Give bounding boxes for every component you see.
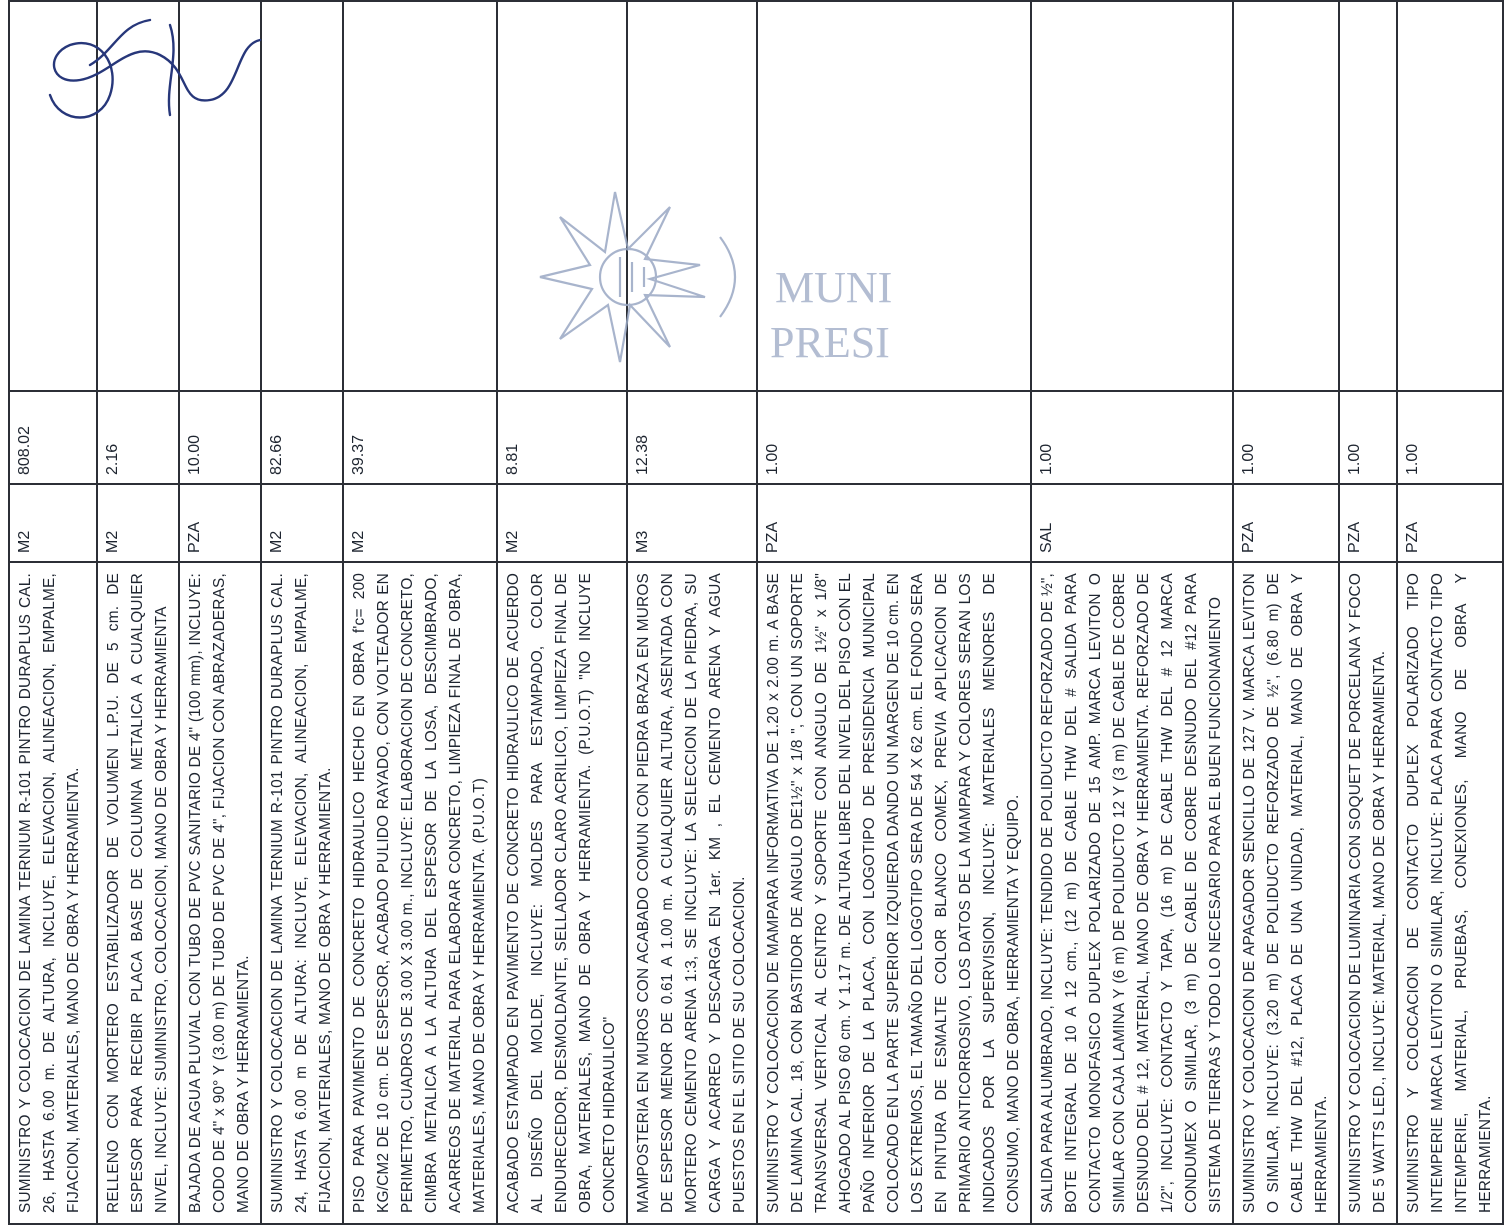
table-row <box>97 1 179 1224</box>
empty-cell <box>1339 1 1397 391</box>
empty-cell <box>9 1 97 391</box>
concept-description: SUMINISTRO Y COLOCACION DE CONTACTO DUPLEX POLARIZADO TIPO INTEMPERIE MARCA LEVITON O SIMILAR, INCLUYE: PLACA PARA CONTACTO TIPO INTEMPERIE, MATERIAL, PRUEBAS, CONEXIONES, MANO DE OBRA Y HERRAMIENTA. <box>1397 562 1503 1224</box>
table-row <box>497 1 627 1224</box>
empty-cell <box>1233 1 1339 391</box>
table-row <box>179 1 261 1224</box>
quantity-cell: 1.00 <box>1339 391 1397 484</box>
empty-cell <box>343 1 497 391</box>
quantity-cell: 10.00 <box>179 391 261 484</box>
concept-description: SUMINISTRO Y COLOCACION DE LAMINA TERNIUM R-101 PINTRO DURAPLUS CAL. 24, HASTA 6.00 m DE ALTURA: INCLUYE, ELEVACION, ALINEACION, EMPALME, FIJACION, MATERIALES, MANO DE OBRA Y HERRAMIENTA. <box>261 562 343 1224</box>
unit-cell: PZA <box>1397 484 1503 562</box>
quantity-cell: 1.00 <box>1397 391 1503 484</box>
unit-cell: PZA <box>1233 484 1339 562</box>
empty-cell <box>757 1 1031 391</box>
quantity-cell: 82.66 <box>261 391 343 484</box>
concept-description: SALIDA PARA ALUMBRADO, INCLUYE: TENDIDO DE POLIDUCTO REFORZADO DE ½", BOTE INTEGRAL DE 10 A 12 cm., (12 m) DE CABLE THW DEL # SALIDA PARA CONTACTO MONOFASICO DUPLEX POLARIZADO DE 15 AMP. MARCA LEVITON O SIMILAR CON CAJA LAMINA Y (6 m) DE POLIDUCTO 12 Y (3 m) DE CABLE DE COBRE DESNUDO DEL # 12, MATERIAL, MANO DE OBRA Y HERRAMIENTA. REFORZADO DE 1/2", INCLUYE: CONTACTO Y TAPA, (16 m) DE CABLE THW DEL # 12 MARCA CONDUMEX O SIMILAR, (3 m) DE CABLE DE COBRE DESNUDO DEL #12 PARA SISTEMA DE TIERRAS Y TODO LO NECESARIO PARA EL BUEN FUNCIONAMIENTO <box>1031 562 1233 1224</box>
unit-cell: PZA <box>179 484 261 562</box>
quantity-cell: 1.00 <box>1233 391 1339 484</box>
unit-cell: M2 <box>9 484 97 562</box>
table-row <box>343 1 497 1224</box>
concept-description: ACABADO ESTAMPADO EN PAVIMENTO DE CONCRETO HIDRAULICO DE ACUERDO AL DISEÑO DEL MOLDE, INCLUYE: MOLDES PARA ESTAMPADO, COLOR ENDURECEDOR, DESMOLDANTE, SELLADOR CLARO ACRILICO, LIMPIEZA FINAL DE OBRA, MATERIALES, MANO DE OBRA Y HERRAMIENTA. (P.U.O.T) "NO INCLUYE CONCRETO HIDRAULICO" <box>497 562 627 1224</box>
unit-cell: M2 <box>261 484 343 562</box>
quantity-cell: 1.00 <box>757 391 1031 484</box>
empty-cell <box>627 1 757 391</box>
table-row <box>9 1 97 1224</box>
table-row <box>1339 1 1397 1224</box>
unit-cell: M2 <box>97 484 179 562</box>
unit-cell: SAL <box>1031 484 1233 562</box>
concept-description: BAJADA DE AGUA PLUVIAL CON TUBO DE PVC SANITARIO DE 4" (100 mm), INCLUYE: CODO DE 4" x 90° Y (3.00 m) DE TUBO DE PVC DE 4", FIJACION CON ABRAZADERAS, MANO DE OBRA Y HERRAMIENTA. <box>179 562 261 1224</box>
empty-cell <box>497 1 627 391</box>
unit-cell: PZA <box>757 484 1031 562</box>
quantity-cell: 8.81 <box>497 391 627 484</box>
quantity-cell: 2.16 <box>97 391 179 484</box>
svg-text:MUNI: MUNI <box>775 263 893 312</box>
unit-cell: PZA <box>1339 484 1397 562</box>
unit-cell: M2 <box>497 484 627 562</box>
concept-description: PISO PARA PAVIMENTO DE CONCRETO HIDRAULICO HECHO EN OBRA f'c= 200 KG/CM2 DE 10 cm. DE ESPESOR, ACABADO PULIDO RAYADO, CON VOLTEADOR EN PERIMETRO, CUADROS DE 3.00 X 3.00 m., INCLUYE: ELABORACION DE CONCRETO, CIMBRA METALICA A LA ALTURA DEL ESPESOR DE LA LOSA, DESCIMBRADO, ACARREOS DE MATERIAL PARA ELABORAR CONCRETO, LIMPIEZA FINAL DE OBRA, MATERIALES, MANO DE OBRA Y HERRAMIENTA. (P.U.O.T) <box>343 562 497 1224</box>
empty-cell <box>1031 1 1233 391</box>
table-row <box>1397 1 1503 1224</box>
table-row <box>1233 1 1339 1224</box>
quantity-cell: 12.38 <box>627 391 757 484</box>
quantity-cell: 39.37 <box>343 391 497 484</box>
empty-cell <box>179 1 261 391</box>
concept-description: SUMINISTRO Y COLOCACION DE MAMPARA INFORMATIVA DE 1.20 x 2.00 m. A BASE DE LAMINA CAL. 18, CON BASTIDOR DE ANGULO DE1½" x 1/8 ", CON UN SOPORTE TRANSVERSAL VERTICAL AL CENTRO Y SOPORTE CON ANGULO DE 1½" x 1/8" AHOGADO AL PISO 60 cm. Y 1.17 m. DE ALTURA LIBRE DEL NIVEL DEL PISO CON EL PAÑO INFERIOR DE LA PLACA, CON LOGOTIPO DE PRESIDENCIA MUNICIPAL COLOCADO EN LA PARTE SUPERIOR IZQUIERDA DANDO UN MARGEN DE 10 cm. EN LOS EXTREMOS, EL TAMAÑO DEL LOGOTIPO SERA DE 54 X 62 cm. EL FONDO SERA EN PINTURA DE ESMALTE COLOR BLANCO COMEX, PREVIA APLICACION DE PRIMARIO ANTICORROSIVO, LOS DATOS DE LA MAMPARA Y COLORES SERAN LOS INDICADOS POR LA SUPERVISION, INCLUYE: MATERIALES MENORES DE CONSUMO, MANO DE OBRA, HERRAMIENTA Y EQUIPO. <box>757 562 1031 1224</box>
empty-cell <box>1397 1 1503 391</box>
concept-description: SUMINISTRO Y COLOCACION DE LUMINARIA CON SOQUET DE PORCELANA Y FOCO DE 5 WATTS LED., INCLUYE: MATERIAL, MANO DE OBRA Y HERRAMIENTA. <box>1339 562 1397 1224</box>
quantity-cell: 808.02 <box>9 391 97 484</box>
svg-text:PRESI: PRESI <box>770 318 890 367</box>
unit-cell: M3 <box>627 484 757 562</box>
concept-description: SUMINISTRO Y COLOCACION DE LAMINA TERNIUM R-101 PINTRO DURAPLUS CAL. 26, HASTA 6.00 m. DE ALTURA, INCLUYE, ELEVACION, ALINEACION, EMPALME, FIJACION, MATERIALES, MANO DE OBRA Y HERRAMIENTA. <box>9 562 97 1224</box>
table-row <box>757 1 1031 1224</box>
concept-description: MAMPOSTERIA EN MUROS CON ACABADO COMUN CON PIEDRA BRAZA EN MUROS DE ESPESOR MENOR DE 0.61 A 1.00 m. A CUALQUIER ALTURA, ASENTADA CON MORTERO CEMENTO ARENA 1:3, SE INCLUYE: LA SELECCION DE LA PIEDRA, SU CARGA Y ACARREO Y DESCARGA EN 1er. KM , EL CEMENTO ARENA Y AGUA PUESTOS EN EL SITIO DE SU COLOCACION. <box>627 562 757 1224</box>
unit-cell: M2 <box>343 484 497 562</box>
empty-cell <box>97 1 179 391</box>
budget-table <box>8 0 1504 1225</box>
table-row <box>627 1 757 1224</box>
concept-description: RELLENO CON MORTERO ESTABILIZADOR DE VOLUMEN L.P.U. DE 5 cm. DE ESPESOR PARA RECIBIR PLACA BASE DE COLUMNA METALICA A CUALQUIER NIVEL, INCLUYE: SUMINISTRO, COLOCACION, MANO DE OBRA Y HERRAMIENTA <box>97 562 179 1224</box>
concept-description: SUMINISTRO Y COLOCACION DE APAGADOR SENCILLO DE 127 V. MARCA LEVITON O SIMILAR, INCLUYE: (3.20 m) DE POLIDUCTO REFORZADO DE ½", (6.80 m) DE CABLE THW DEL #12, PLACA DE UNA UNIDAD, MATERIAL, MANO DE OBRA Y HERRAMIENTA. <box>1233 562 1339 1224</box>
quantity-cell: 1.00 <box>1031 391 1233 484</box>
table-row <box>261 1 343 1224</box>
table-row <box>1031 1 1233 1224</box>
empty-cell <box>261 1 343 391</box>
